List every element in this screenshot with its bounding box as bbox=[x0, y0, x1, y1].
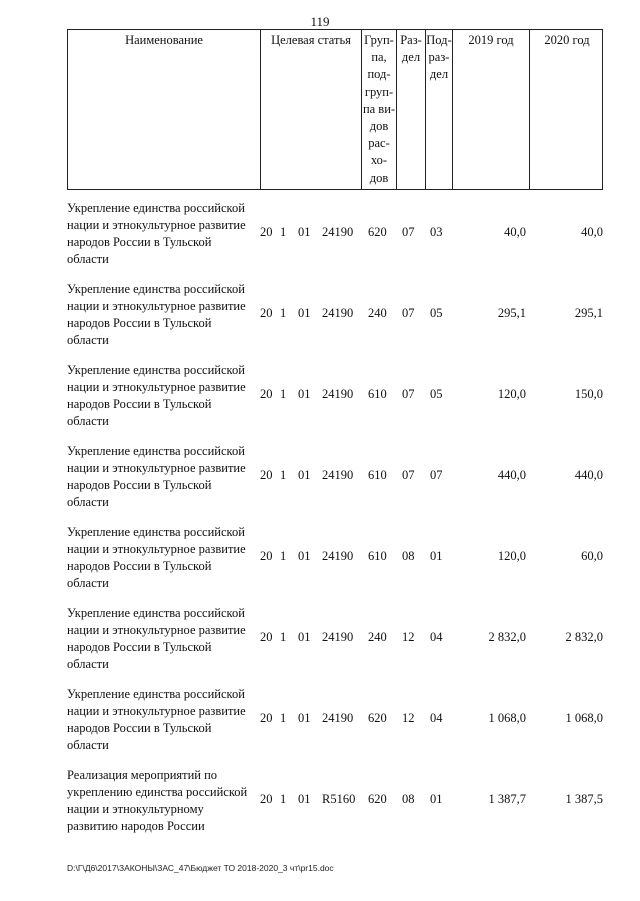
row-target-part-2: 1 bbox=[280, 792, 287, 806]
header-year-2019: 2019 год bbox=[452, 30, 529, 189]
header-year-2020: 2020 год bbox=[529, 30, 604, 189]
row-name: Укрепление единства российской нации и этнокультурное развитие народов России в Тульской области bbox=[67, 525, 246, 591]
row-name: Укрепление единства российской нации и этнокультурное развитие народов России в Тульской области bbox=[67, 444, 246, 510]
row-target-part-3: 01 bbox=[298, 468, 311, 482]
row-subsection: 04 bbox=[430, 630, 443, 644]
row-subsection: 05 bbox=[430, 306, 443, 320]
row-target-part-1: 20 bbox=[260, 711, 273, 725]
row-amount-2020: 1 068,0 bbox=[565, 711, 603, 725]
row-section: 12 bbox=[402, 630, 415, 644]
row-target-part-1: 20 bbox=[260, 468, 273, 482]
row-amount-2019: 2 832,0 bbox=[488, 630, 526, 644]
row-target-part-2: 1 bbox=[280, 549, 287, 563]
row-name: Реализация мероприятий по укреплению единства российской нации и этнокультурному развитию народов России bbox=[67, 768, 248, 834]
row-subsection: 07 bbox=[430, 468, 443, 482]
row-amount-2020: 295,1 bbox=[574, 306, 603, 320]
row-target-part-1: 20 bbox=[260, 225, 273, 239]
header-expense-group: Груп- па, под- груп- па ви- дов рас- хо- дов bbox=[361, 30, 396, 189]
header-subsection: Под- раз- дел bbox=[425, 30, 452, 189]
row-target-part-3: 01 bbox=[298, 306, 311, 320]
row-expense-group: 610 bbox=[368, 468, 387, 482]
row-subsection: 04 bbox=[430, 711, 443, 725]
row-target-part-1: 20 bbox=[260, 792, 273, 806]
row-amount-2019: 120,0 bbox=[497, 387, 526, 401]
row-target-part-2: 1 bbox=[280, 630, 287, 644]
table-header bbox=[67, 29, 603, 190]
row-target-part-1: 20 bbox=[260, 306, 273, 320]
row-target-part-4: 24190 bbox=[322, 468, 354, 482]
row-target-part-4: 24190 bbox=[322, 306, 354, 320]
row-expense-group: 620 bbox=[368, 792, 387, 806]
row-name: Укрепление единства российской нации и этнокультурное развитие народов России в Тульской области bbox=[67, 687, 246, 753]
row-target-part-2: 1 bbox=[280, 387, 287, 401]
row-target-part-3: 01 bbox=[298, 387, 311, 401]
row-name: Укрепление единства российской нации и этнокультурное развитие народов России в Тульской области bbox=[67, 282, 246, 348]
table-row bbox=[0, 686, 640, 762]
row-amount-2020: 60,0 bbox=[581, 549, 603, 563]
row-section: 07 bbox=[402, 387, 415, 401]
row-target-part-3: 01 bbox=[298, 711, 311, 725]
row-section: 07 bbox=[402, 306, 415, 320]
file-path-footer: D:\Г\Д6\2017\ЗАКОНЫ\ЗАС_47\Бюджет ТО 2018-2020_3 чт\pr15.doc bbox=[67, 863, 334, 873]
row-subsection: 01 bbox=[430, 792, 443, 806]
row-name: Укрепление единства российской нации и этнокультурное развитие народов России в Тульской области bbox=[67, 606, 246, 672]
row-target-part-1: 20 bbox=[260, 387, 273, 401]
row-section: 12 bbox=[402, 711, 415, 725]
row-target-part-4: 24190 bbox=[322, 711, 354, 725]
row-target-part-1: 20 bbox=[260, 630, 273, 644]
row-amount-2020: 1 387,5 bbox=[565, 792, 603, 806]
row-name: Укрепление единства российской нации и этнокультурное развитие народов России в Тульской области bbox=[67, 201, 246, 267]
row-expense-group: 610 bbox=[368, 549, 387, 563]
page-number: 119 bbox=[310, 14, 330, 29]
row-target-part-3: 01 bbox=[298, 630, 311, 644]
row-name: Укрепление единства российской нации и этнокультурное развитие народов России в Тульской области bbox=[67, 363, 246, 429]
row-target-part-2: 1 bbox=[280, 468, 287, 482]
row-section: 08 bbox=[402, 549, 415, 563]
row-target-part-1: 20 bbox=[260, 549, 273, 563]
row-amount-2020: 440,0 bbox=[574, 468, 603, 482]
row-subsection: 05 bbox=[430, 387, 443, 401]
row-target-part-2: 1 bbox=[280, 225, 287, 239]
table-row bbox=[0, 605, 640, 681]
table-row bbox=[0, 362, 640, 438]
row-target-part-2: 1 bbox=[280, 306, 287, 320]
row-amount-2019: 295,1 bbox=[497, 306, 526, 320]
row-target-part-4: 24190 bbox=[322, 549, 354, 563]
header-section: Раз- дел bbox=[396, 30, 425, 189]
row-expense-group: 610 bbox=[368, 387, 387, 401]
row-target-part-3: 01 bbox=[298, 549, 311, 563]
row-section: 08 bbox=[402, 792, 415, 806]
row-amount-2020: 150,0 bbox=[574, 387, 603, 401]
row-target-part-4: 24190 bbox=[322, 387, 354, 401]
row-subsection: 03 bbox=[430, 225, 443, 239]
table-row bbox=[0, 200, 640, 276]
row-amount-2020: 2 832,0 bbox=[565, 630, 603, 644]
table-row bbox=[0, 281, 640, 357]
row-expense-group: 620 bbox=[368, 225, 387, 239]
table-row bbox=[0, 524, 640, 600]
header-name: Наименование bbox=[125, 33, 203, 47]
row-target-part-4: 24190 bbox=[322, 630, 354, 644]
row-expense-group: 240 bbox=[368, 630, 387, 644]
row-target-part-3: 01 bbox=[298, 225, 311, 239]
row-amount-2019: 440,0 bbox=[497, 468, 526, 482]
row-target-part-4: R5160 bbox=[322, 792, 356, 806]
row-expense-group: 620 bbox=[368, 711, 387, 725]
row-target-part-2: 1 bbox=[280, 711, 287, 725]
row-section: 07 bbox=[402, 225, 415, 239]
row-target-part-3: 01 bbox=[298, 792, 311, 806]
row-amount-2019: 40,0 bbox=[504, 225, 526, 239]
table-row bbox=[0, 443, 640, 519]
header-target-article: Целевая статья bbox=[260, 30, 361, 189]
table-row bbox=[0, 767, 640, 843]
row-amount-2019: 1 068,0 bbox=[488, 711, 526, 725]
row-amount-2019: 1 387,7 bbox=[488, 792, 526, 806]
row-subsection: 01 bbox=[430, 549, 443, 563]
row-target-part-4: 24190 bbox=[322, 225, 354, 239]
row-section: 07 bbox=[402, 468, 415, 482]
row-amount-2019: 120,0 bbox=[497, 549, 526, 563]
row-expense-group: 240 bbox=[368, 306, 387, 320]
row-amount-2020: 40,0 bbox=[581, 225, 603, 239]
